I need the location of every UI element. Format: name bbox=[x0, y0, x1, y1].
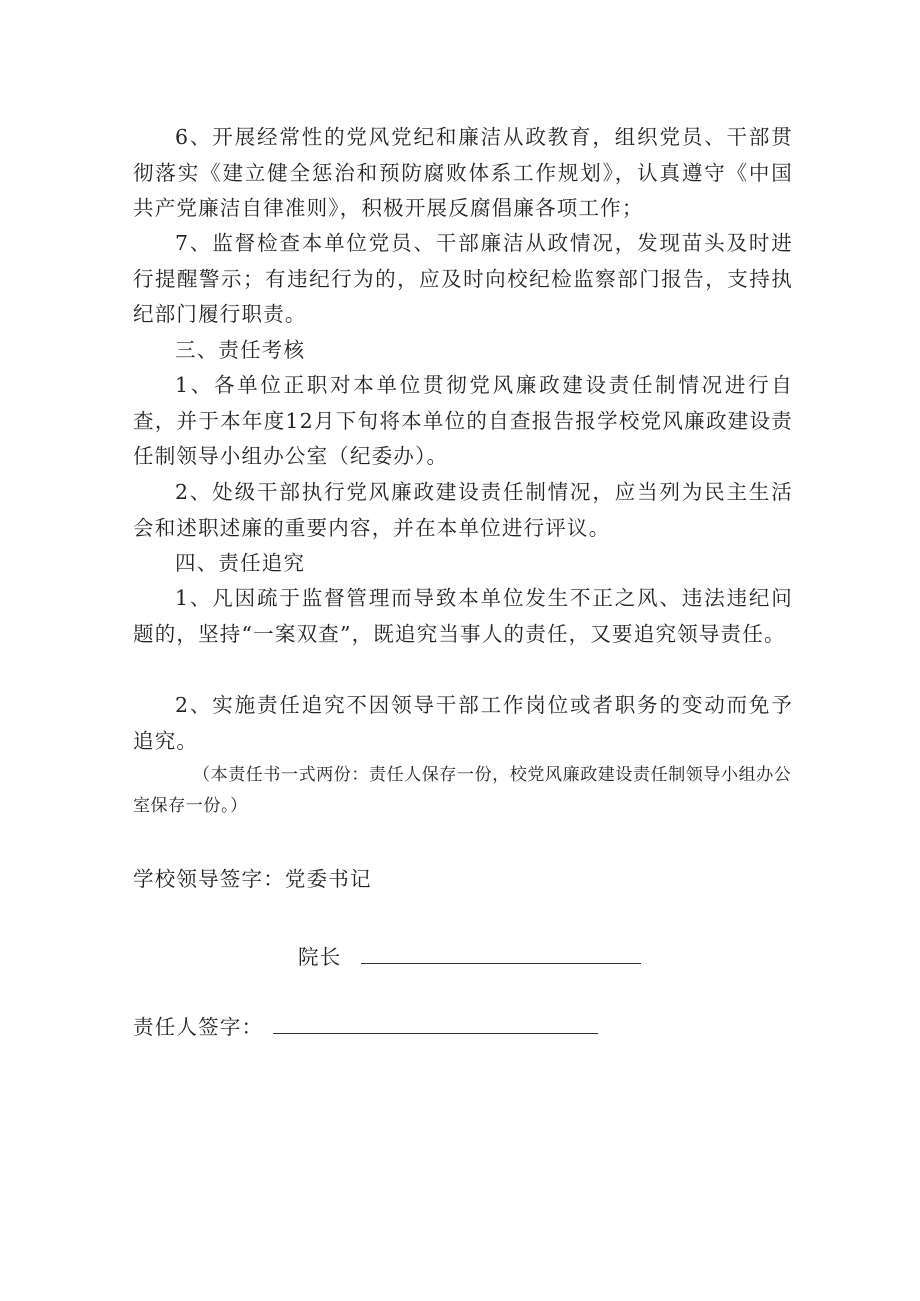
copies-note: （本责任书一式两份：责任人保存一份，校党风廉政建设责任制领导小组办公室保存一份。） bbox=[133, 765, 792, 816]
accountability-clause-1: 1、凡因疏于监督管理而导致本单位发生不正之风、违法违纪问题的，坚持“一案双查”，既追究当事人的责任，又要追究领导责任。 bbox=[133, 586, 793, 646]
assessment-clause-2: 2、处级干部执行党风廉政建设责任制情况，应当列为民主生活会和述职述廉的重要内容，并在本单位进行评议。 bbox=[133, 480, 793, 540]
section-heading-accountability: 四、责任追究 bbox=[175, 551, 306, 575]
responsible-person-label: 责任人签字： bbox=[133, 1015, 264, 1039]
responsible-person-signature-line[interactable] bbox=[273, 1015, 598, 1034]
clause-6: 6、开展经常性的党风党纪和廉洁从政教育，组织党员、干部贯彻落实《建立健全惩治和预防腐败体系工作规划》，认真遵守《中国共产党廉洁自律准则》，积极开展反腐倡廉各项工作； bbox=[133, 125, 793, 220]
president-label: 院长 bbox=[298, 945, 342, 969]
assessment-clause-1: 1、各单位正职对本单位贯彻党风廉政建设责任制情况进行自查，并于本年度12月下旬将本单位的自查报告报学校党风廉政建设责任制领导小组办公室（纪委办）。 bbox=[133, 373, 793, 468]
responsible-person-signature-row bbox=[133, 1010, 598, 1040]
school-leader-signature-label: 学校领导签字：党委书记 bbox=[133, 867, 372, 891]
president-signature-line[interactable] bbox=[361, 945, 641, 964]
president-signature-row bbox=[298, 940, 641, 970]
accountability-clause-2: 2、实施责任追究不因领导干部工作岗位或者职务的变动而免予追究。 bbox=[133, 693, 793, 753]
clause-7: 7、监督检查本单位党员、干部廉洁从政情况，发现苗头及时进行提醒警示；有违纪行为的，应及时向校纪检监察部门报告，支持执纪部门履行职责。 bbox=[133, 231, 793, 326]
section-heading-responsibility-assessment: 三、责任考核 bbox=[175, 338, 306, 362]
